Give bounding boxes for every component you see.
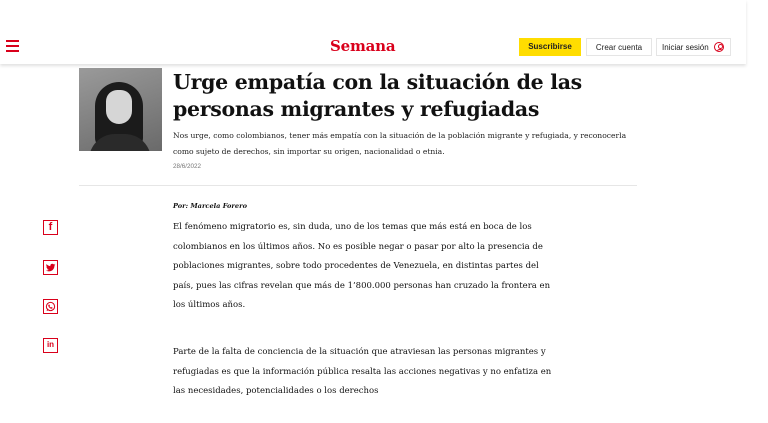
article-paragraph-1: El fenómeno migratorio es, sin duda, uno de los temas que más está en boca de los colombianos en los últimos años. No es posible negar o pasar por alto la presencia de poblaciones migrantes, sobre todo procedentes de Venezuela, en distintas partes del país, pues las cifras revelan que más de 1’800.000 personas han cruzado la frontera en los últimos años. — [173, 222, 551, 311]
article-paragraph-2: Parte de la falta de conciencia de la situación que atraviesan las personas migrantes y refugiadas es que la información pública resalta las acciones negativas y no enfatiza en las necesidades, potencialidades o los derechos — [173, 347, 552, 397]
article-author: Por: Marcela Forero — [173, 202, 247, 210]
site-logo[interactable]: Semana — [330, 37, 396, 55]
article-date: 28/6/2022 — [173, 163, 202, 170]
article-title: Urge empatía con la situación de las personas migrantes y refugiadas — [173, 70, 582, 121]
site-header — [0, 0, 746, 64]
login-label: Iniciar sesión — [662, 43, 709, 52]
create-account-button[interactable]: Crear cuenta — [586, 38, 652, 56]
user-circle-icon — [714, 42, 724, 52]
subscribe-button[interactable]: Suscribirse — [519, 38, 581, 56]
divider — [79, 185, 637, 186]
article-lead: Nos urge, como colombianos, tener más empatía con la situación de la población migrante y refugiada, y reconocerla como sujeto de derechos, sin importar su origen, nacionalidad o etnia. — [173, 131, 627, 156]
facebook-icon[interactable]: f — [43, 220, 58, 235]
whatsapp-icon[interactable] — [43, 299, 58, 314]
hamburger-menu-icon[interactable] — [6, 40, 19, 51]
twitter-icon[interactable] — [43, 260, 58, 275]
linkedin-icon[interactable]: in — [43, 338, 58, 353]
login-button[interactable] — [656, 38, 731, 56]
author-photo — [79, 68, 162, 151]
